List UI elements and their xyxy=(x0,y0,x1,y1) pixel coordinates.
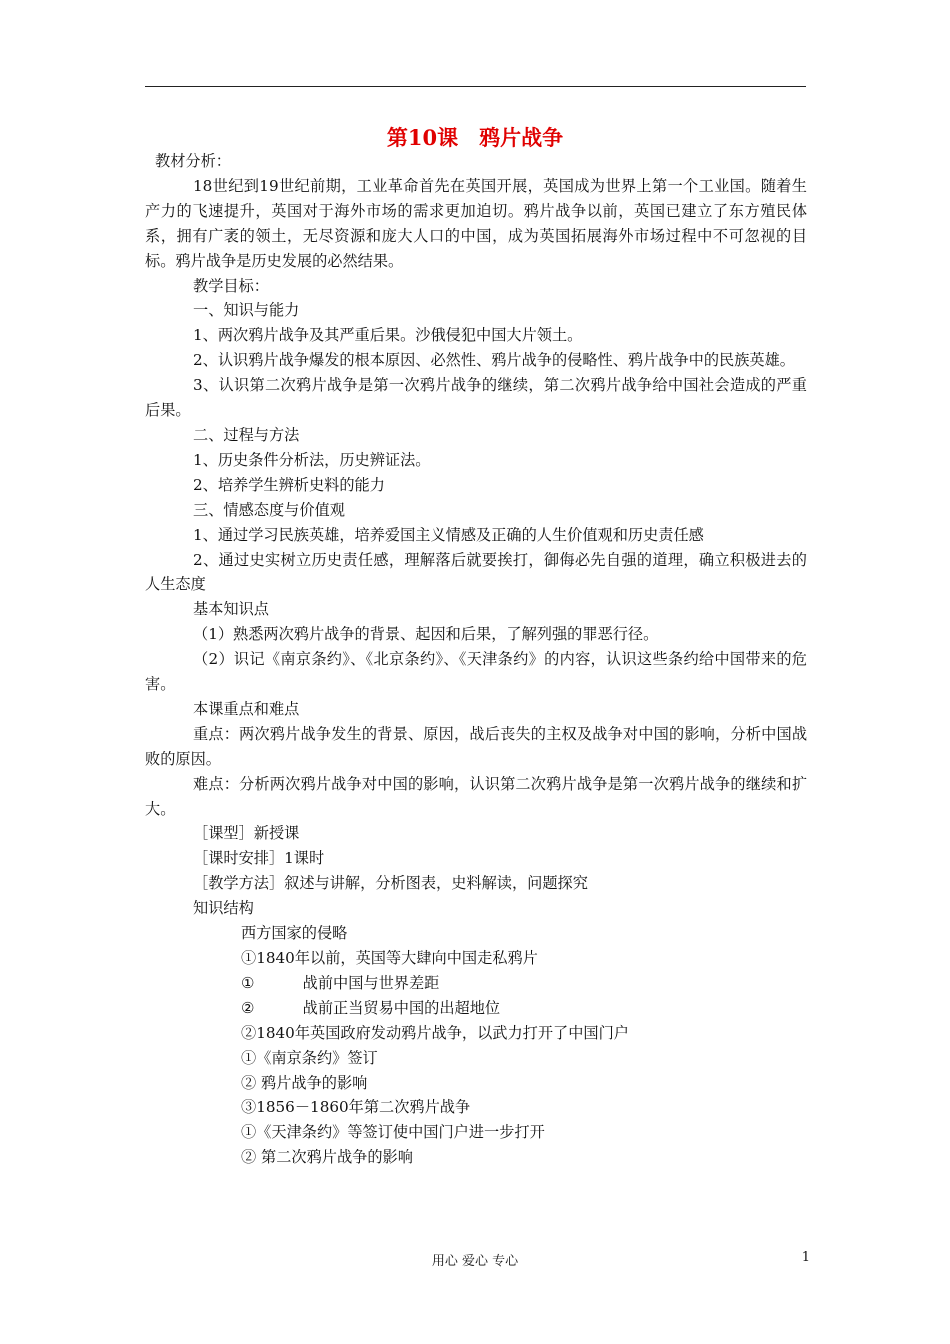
paragraph xyxy=(145,523,807,548)
paragraph xyxy=(145,498,807,523)
paragraph-text: ③1856－1860年第二次鸦片战争 xyxy=(241,1098,471,1117)
paragraph xyxy=(145,697,807,722)
paragraph-text: 3、认识第二次鸦片战争是第一次鸦片战争的继续，第二次鸦片战争给中国社会造成的严重后果。 xyxy=(145,376,807,420)
paragraph xyxy=(145,473,807,498)
paragraph xyxy=(145,423,807,448)
paragraph-text: 本课重点和难点 xyxy=(193,699,300,718)
paragraph-text: ②1840年英国政府发动鸦片战争，以武力打开了中国门户 xyxy=(241,1023,629,1042)
paragraph-text: 知识结构 xyxy=(193,899,254,918)
paragraph-text: 重点：两次鸦片战争发生的背景、原因，战后丧失的主权及战争对中国的影响，分析中国战败的原因。 xyxy=(145,724,807,768)
paragraph xyxy=(145,1071,807,1096)
paragraph xyxy=(145,722,807,772)
paragraph xyxy=(145,1095,807,1120)
paragraph xyxy=(145,971,807,996)
paragraph xyxy=(145,896,807,921)
paragraph-text: 战前中国与世界差距 xyxy=(302,973,440,992)
paragraph xyxy=(145,323,807,348)
paragraph xyxy=(145,647,807,697)
paragraph-text: 二、过程与方法 xyxy=(193,425,300,444)
document-body xyxy=(145,149,807,1170)
paragraph xyxy=(145,149,807,174)
paragraph xyxy=(145,846,807,871)
paragraph xyxy=(145,821,807,846)
paragraph-text: 1、通过学习民族英雄，培养爱国主义情感及正确的人生价值观和历史责任感 xyxy=(193,525,704,544)
paragraph-text: ①《南京条约》签订 xyxy=(241,1048,378,1067)
paragraph xyxy=(145,1145,807,1170)
paragraph xyxy=(145,1046,807,1071)
paragraph xyxy=(145,298,807,323)
paragraph xyxy=(145,274,807,299)
paragraph xyxy=(145,946,807,971)
paragraph-text: ①1840年以前，英国等大肆向中国走私鸦片 xyxy=(241,949,538,967)
paragraph-text: 18世纪到19世纪前期，工业革命首先在英国开展，英国成为世界上第一个工业国。随着生产力的飞速提升，英国对于海外市场的需求更加迫切。鸦片战争以前，英国已建立了东方殖民体系，拥有广袤的领土，无尽资源和庞大人口的中国，成为英国拓展海外市场过程中不可忽视的目标。鸦片战争是历史发展的必然结果。 xyxy=(145,176,807,270)
paragraph xyxy=(145,1120,807,1145)
paragraph-text: 难点：分析两次鸦片战争对中国的影响，认识第二次鸦片战争是第一次鸦片战争的继续和扩大。 xyxy=(145,774,807,818)
paragraph-text: ①《天津条约》等签订使中国门户进一步打开 xyxy=(241,1123,545,1142)
paragraph xyxy=(145,348,807,373)
paragraph xyxy=(145,622,807,647)
paragraph xyxy=(145,921,807,946)
paragraph-text: 三、情感态度与价值观 xyxy=(193,500,345,519)
paragraph-text: 基本知识点 xyxy=(193,600,269,619)
paragraph xyxy=(145,996,807,1021)
paragraph-text: ② 鸦片战争的影响 xyxy=(241,1073,368,1092)
paragraph-text: （1）熟悉两次鸦片战争的背景、起因和后果，了解列强的罪恶行径。 xyxy=(193,625,659,644)
paragraph-text: 1、历史条件分析法，历史辨证法。 xyxy=(193,450,431,469)
paragraph-text: ［课时安排］1课时 xyxy=(193,849,325,868)
lesson-title: 第10课 鸦片战争 xyxy=(386,125,564,150)
paragraph-text: 2、通过史实树立历史责任感，理解落后就要挨打，御侮必先自强的道理，确立积极进去的人生态度 xyxy=(145,550,807,594)
paragraph-text: （2）识记《南京条约》、《北京条约》、《天津条约》的内容，认识这些条约给中国带来的危害。 xyxy=(145,650,807,694)
footer-motto: 用心 爱心 专心 xyxy=(431,1254,519,1269)
paragraph-text: 教材分析： xyxy=(155,152,231,170)
paragraph xyxy=(145,871,807,896)
list-marker: ② xyxy=(241,998,255,1017)
paragraph-text: 1、两次鸦片战争及其严重后果。沙俄侵犯中国大片领土。 xyxy=(193,326,583,345)
paragraph xyxy=(145,174,807,274)
paragraph-text: 西方国家的侵略 xyxy=(241,924,348,943)
paragraph-text: 2、培养学生辨析史料的能力 xyxy=(193,475,385,494)
paragraph-text: 战前正当贸易中国的出超地位 xyxy=(302,998,501,1017)
paragraph-text: ② 第二次鸦片战争的影响 xyxy=(241,1148,413,1167)
paragraph-text: 教学目标： xyxy=(193,276,269,295)
paragraph xyxy=(145,772,807,822)
paragraph xyxy=(145,597,807,622)
paragraph xyxy=(145,1021,807,1046)
paragraph-text: 一、知识与能力 xyxy=(193,301,300,320)
page-number: 1 xyxy=(801,1250,810,1265)
paragraph xyxy=(145,373,807,423)
paragraph xyxy=(145,448,807,473)
paragraph-text: ［课型］新授课 xyxy=(193,824,300,843)
paragraph-text: ［教学方法］叙述与讲解，分析图表，史料解读，问题探究 xyxy=(193,874,588,893)
list-marker: ① xyxy=(241,973,255,992)
header-rule xyxy=(145,86,806,87)
paragraph xyxy=(145,548,807,598)
paragraph-text: 2、认识鸦片战争爆发的根本原因、必然性、鸦片战争的侵略性、鸦片战争中的民族英雄。 xyxy=(193,351,795,370)
